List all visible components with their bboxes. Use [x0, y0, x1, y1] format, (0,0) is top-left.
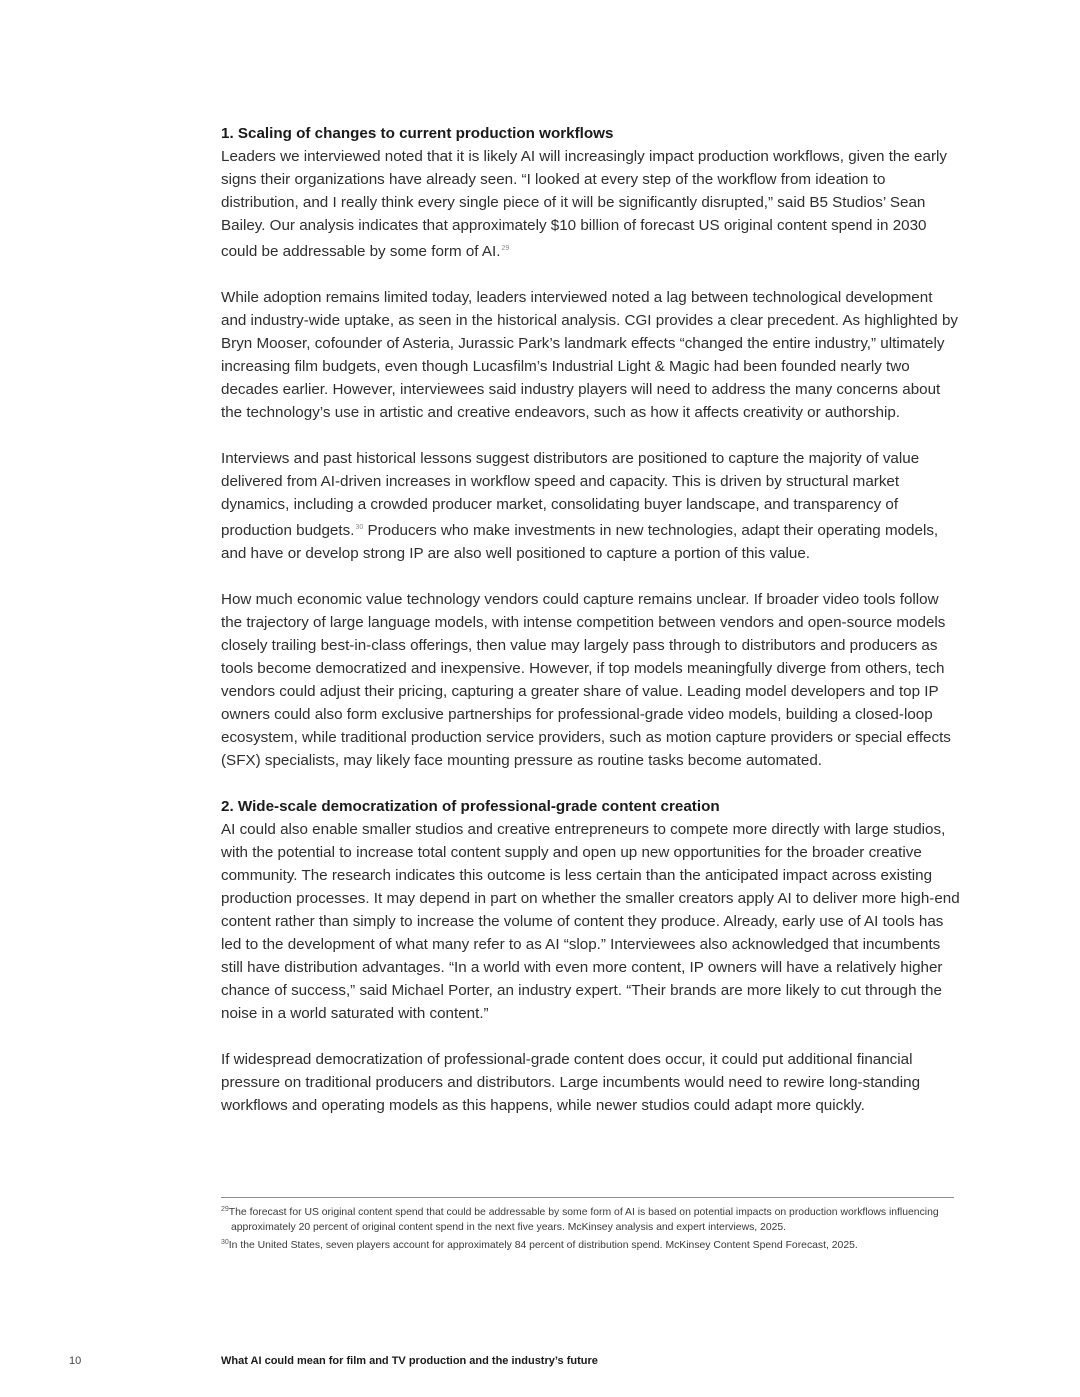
paragraph-text: Leaders we interviewed noted that it is likely AI will increasingly impact production workflows, given the early signs their organizations have already seen. “I looked at every step of the workflow from ideation to distribution, and I really think every single piece of it will be significantly disrupted,” said B5 Studios’ Sean Bailey. Our analysis indicates that approximately $10 billion of forecast US original content spend in 2030 could be addressable by some form of AI.: [221, 148, 947, 260]
section-heading-2: 2. Wide-scale democratization of professional-grade content creation: [221, 798, 720, 815]
footnote: [221, 1235, 954, 1253]
paragraph: [221, 145, 961, 263]
paragraph: How much economic value technology vendors could capture remains unclear. If broader video tools follow the trajectory of large language models, with intense competition between vendors and open-source models closely trailing best-in-class offerings, then value may largely pass through to distributors and producers as tools become democratized and inexpensive. However, if top models meaningfully diverge from others, tech vendors could adjust their pricing, capturing a greater share of value. Leading model developers and top IP owners could also form exclusive partnerships for professional-grade video models, building a closed-loop ecosystem, while traditional production service providers, such as motion capture providers or special effects (SFX) specialists, may likely face mounting pressure as routine tasks become automated.: [221, 591, 951, 769]
page-number: 10: [69, 1355, 82, 1367]
paragraph: If widespread democratization of professional-grade content does occur, it could put additional financial pressure on traditional producers and distributors. Large incumbents would need to rewire long-standing workflows and operating models as this happens, while newer studios could adapt more quickly.: [221, 1051, 921, 1114]
paragraph: AI could also enable smaller studios and creative entrepreneurs to compete more directly with large studios, with the potential to increase total content supply and open up new opportunities for the broader creative community. The research indicates this outcome is less certain than the anticipated impact across existing production processes. It may depend in part on whether the smaller creators apply AI to deliver more high-end content rather than simply to increase the volume of content they produce. Already, early use of AI tools has led to the development of what many refer to as AI “slop.” Interviewees also acknowledged that incumbents still have distribution advantages. “In a world with even more content, IP owners will have a relatively higher chance of success,” said Michael Porter, an industry expert. “Their brands are more likely to cut through the noise in a world saturated with content.”: [221, 821, 960, 1022]
footnote-text: In the United States, seven players account for approximately 84 percent of distribution spend. McKinsey Content Spend Forecast, 2025.: [228, 1240, 858, 1251]
footer-title: What AI could mean for film and TV production and the industry’s future: [221, 1355, 598, 1367]
footnote-text: The forecast for US original content spend that could be addressable by some form of AI is based on potential impacts on production workflows influencing approximately 20 percent of original content spend in the next five years. McKinsey analysis and expert interviews, 2025.: [228, 1207, 939, 1233]
footnotes: [221, 1197, 954, 1253]
footnote-number: 29: [221, 1206, 229, 1213]
paragraph: [221, 447, 961, 565]
paragraph-text: Producers who make investments in new technologies, adapt their operating models, and have or develop strong IP are also well positioned to capture a portion of this value.: [221, 522, 939, 562]
footnote: [221, 1202, 954, 1235]
section-heading-1: 1. Scaling of changes to current production workflows: [221, 125, 614, 142]
paragraph: While adoption remains limited today, leaders interviewed noted a lag between technological development and industry-wide uptake, as seen in the historical analysis. CGI provides a clear precedent. As highlighted by Bryn Mooser, cofounder of Asteria, Jurassic Park’s landmark effects “changed the entire industry,” ultimately increasing film budgets, even though Lucasfilm’s Industrial Light & Magic had been founded nearly two decades earlier. However, interviewees said industry players will need to address the many concerns about the technology’s use in artistic and creative endeavors, such as how it affects creativity or authorship.: [221, 289, 959, 421]
footnote-number: 30: [221, 1239, 229, 1246]
main-content: [221, 122, 961, 1140]
paragraph-text: Interviews and past historical lessons suggest distributors are positioned to capture the majority of value delivered from AI-driven increases in workflow speed and capacity. This is driven by structural market dynamics, including a crowded producer market, consolidating buyer landscape, and transparency of production budgets.: [221, 450, 920, 539]
footnote-ref[interactable]: 29: [501, 245, 510, 252]
footnote-ref[interactable]: 30: [355, 524, 364, 531]
